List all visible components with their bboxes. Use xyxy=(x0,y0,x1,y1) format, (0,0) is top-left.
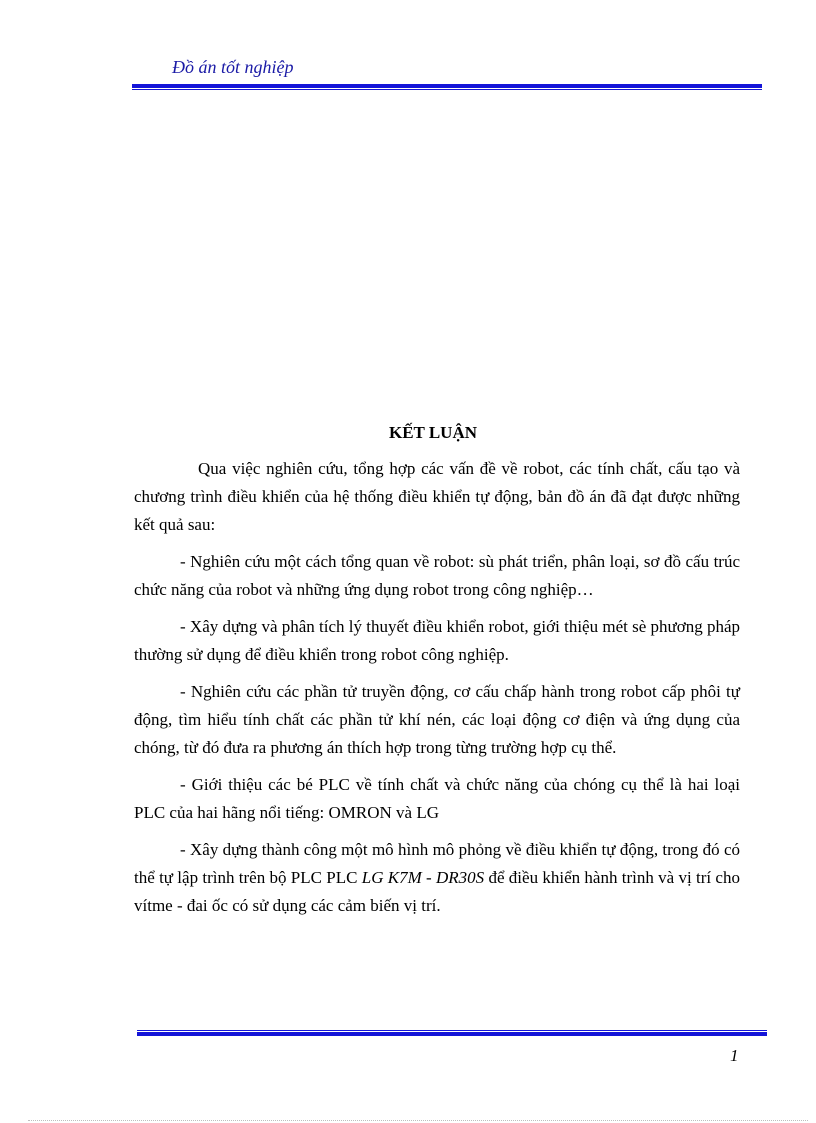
footer-rule xyxy=(137,1030,767,1037)
result-item-robot-overview: - Nghiên cứu một cách tổng quan về robot: sù phát triển, phân loại, sơ đồ cấu trúc chức năng của robot và những ứng dụng robot trong công nghiệp… xyxy=(134,552,740,599)
header-title: Đồ án tốt nghiệp xyxy=(172,57,294,77)
header-rule xyxy=(132,84,762,91)
page-edge-divider xyxy=(28,1120,808,1121)
result-item-control-theory: - Xây dựng và phân tích lý thuyết điều khiển robot, giới thiệu mét sè phương pháp thường sử dụng để điều khiển trong robot công nghiệp. xyxy=(134,617,740,664)
intro-paragraph: Qua việc nghiên cứu, tổng hợp các vấn đề về robot, các tính chất, cấu tạo và chương trình điều khiển của hệ thống điều khiển tự động, bản đồ án đã đạt được những kết quả sau: xyxy=(134,459,740,534)
simulation-text-before: - Xây dựng thành công một mô hình mô phỏng về điều khiển tự động, trong đó có thể tự lập trình trên bộ PLC PLC xyxy=(134,840,740,887)
section-heading: KẾT LUẬN xyxy=(388,423,477,442)
page-number: 1 xyxy=(730,1046,739,1065)
plc-model-name: LG K7M - DR30S xyxy=(361,868,485,887)
simulation-text-after: để điều khiển hành trình và vị trí cho vítme - đai ốc có sử dụng các cảm biến vị trí. xyxy=(134,868,740,915)
body-text xyxy=(134,455,740,929)
result-item-plc-intro: - Giới thiệu các bé PLC về tính chất và chức năng của chóng cụ thể là hai loại PLC của hai hãng nổi tiếng: OMRON và LG xyxy=(134,775,740,822)
result-item-actuators: - Nghiên cứu các phần tử truyền động, cơ cấu chấp hành trong robot cấp phôi tự động, tìm hiểu tính chất các phần tử khí nén, các loại động cơ điện và ứng dụng của chóng, từ đó đưa ra phương án thích hợp trong từng trường hợp cụ thể. xyxy=(134,682,740,757)
result-item-simulation-model xyxy=(134,836,740,920)
